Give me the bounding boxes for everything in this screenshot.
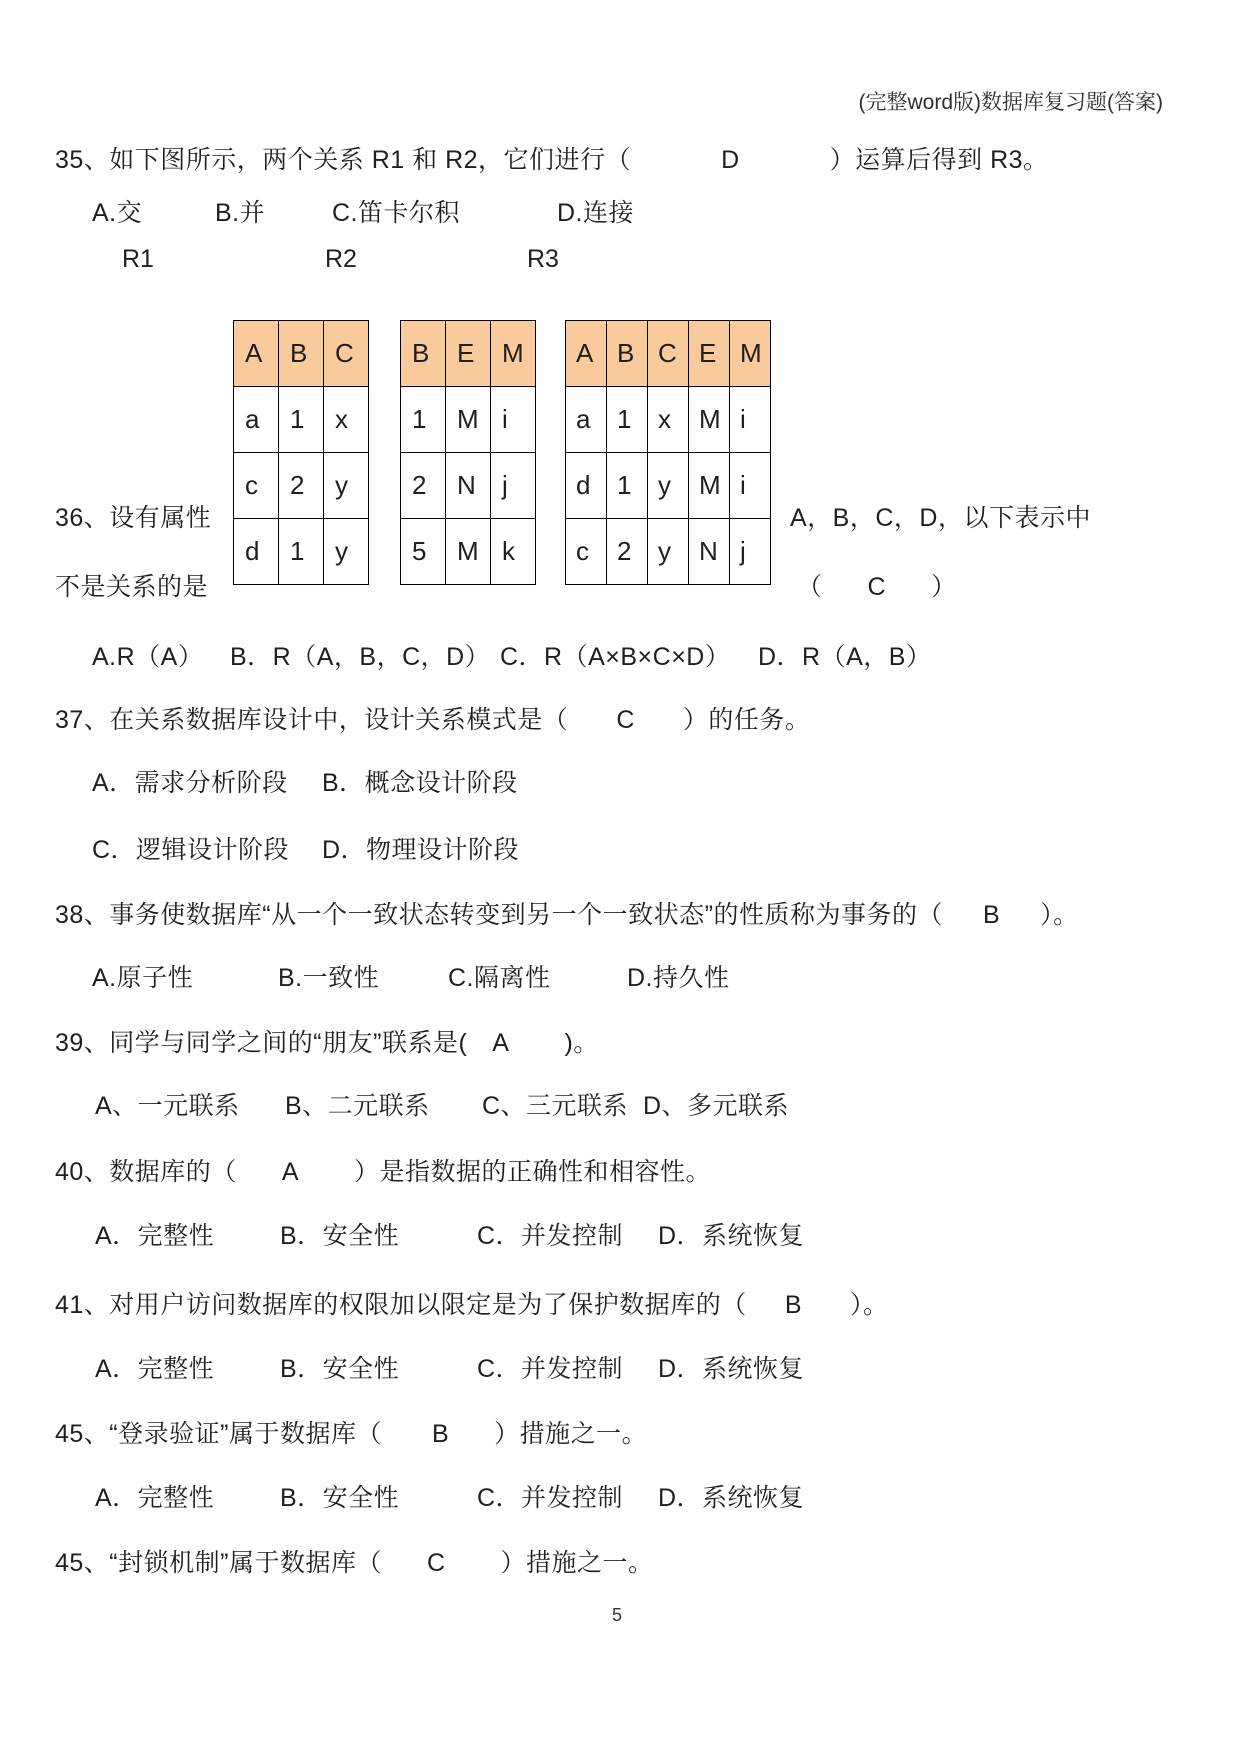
q37-option-a: A．需求分析阶段 bbox=[92, 769, 288, 797]
table-cell: 1 bbox=[279, 387, 324, 453]
table-row bbox=[566, 453, 771, 519]
q41-option-c: C．并发控制 bbox=[477, 1355, 624, 1383]
table-cell: a bbox=[566, 387, 607, 453]
q37-answer: C bbox=[616, 706, 635, 734]
q36-paren-open: （ bbox=[797, 573, 823, 601]
table-cell: y bbox=[648, 519, 689, 585]
q39-option-a: A、一元联系 bbox=[95, 1092, 240, 1120]
q38-option-c: C.隔离性 bbox=[448, 964, 551, 992]
table-row bbox=[566, 387, 771, 453]
table-cell: M bbox=[689, 453, 730, 519]
question-35 bbox=[55, 140, 1049, 176]
q37-option-d: D．物理设计阶段 bbox=[322, 836, 520, 864]
q39-answer: A bbox=[492, 1029, 510, 1057]
table-cell: y bbox=[324, 453, 369, 519]
q45b-text-after: ）措施之一。 bbox=[500, 1549, 654, 1577]
table-cell: x bbox=[324, 387, 369, 453]
table-row bbox=[566, 519, 771, 585]
q36-option-c: C．R（A×B×C×D） bbox=[500, 643, 731, 671]
table-cell: c bbox=[234, 453, 279, 519]
table-row bbox=[234, 519, 369, 585]
question-45b bbox=[55, 1543, 654, 1579]
q36-option-d: D．R（A，B） bbox=[758, 643, 932, 671]
q37-text-after: ）的任务。 bbox=[682, 706, 811, 734]
question-36-answer-parens bbox=[797, 567, 957, 603]
q45a-text-after: ）措施之一。 bbox=[494, 1420, 648, 1448]
q41-answer: B bbox=[784, 1291, 802, 1319]
q45b-text-before: 45、“封锁机制”属于数据库（ bbox=[55, 1549, 382, 1577]
q40-text-after: ）是指数据的正确性和相容性。 bbox=[354, 1158, 712, 1186]
table-header-cell: E bbox=[446, 321, 491, 387]
table-header-cell: M bbox=[491, 321, 536, 387]
q41-text-before: 41、对用户访问数据库的权限加以限定是为了保护数据库的（ bbox=[55, 1291, 747, 1319]
table-cell: i bbox=[730, 453, 771, 519]
table-cell: y bbox=[324, 519, 369, 585]
q39-option-b: B、二元联系 bbox=[285, 1092, 430, 1120]
r2-label: R2 bbox=[325, 245, 357, 273]
r3-label: R3 bbox=[527, 245, 559, 273]
q35-answer: D bbox=[721, 146, 740, 174]
q37-text-before: 37、在关系数据库设计中，设计关系模式是（ bbox=[55, 706, 569, 734]
q41-text-after: ）。 bbox=[850, 1291, 889, 1319]
q36-option-a: A.R（A） bbox=[92, 643, 204, 671]
table-cell: N bbox=[446, 453, 491, 519]
q40-text-before: 40、数据库的（ bbox=[55, 1158, 237, 1186]
q36-option-b: B．R（A，B，C，D） bbox=[230, 643, 491, 671]
table-cell: 1 bbox=[607, 387, 648, 453]
q40-option-c: C．并发控制 bbox=[477, 1222, 624, 1250]
table-cell: 1 bbox=[607, 453, 648, 519]
page-number: 5 bbox=[612, 1605, 623, 1625]
table-cell: d bbox=[234, 519, 279, 585]
question-40 bbox=[55, 1152, 711, 1188]
q45a-option-b: B．安全性 bbox=[280, 1484, 400, 1512]
q38-answer: B bbox=[982, 901, 1001, 929]
table-cell: a bbox=[234, 387, 279, 453]
q40-answer: A bbox=[281, 1158, 299, 1186]
table-header-cell: B bbox=[279, 321, 324, 387]
table-cell: j bbox=[730, 519, 771, 585]
q45a-option-c: C．并发控制 bbox=[477, 1484, 624, 1512]
question-41 bbox=[55, 1285, 889, 1321]
table-header-row bbox=[401, 321, 536, 387]
q35-text-before: 35、如下图所示，两个关系 R1 和 R2，它们进行（ bbox=[55, 146, 632, 174]
table-cell: i bbox=[491, 387, 536, 453]
table-cell: 1 bbox=[401, 387, 446, 453]
question-36-part2-left: 不是关系的是 bbox=[55, 573, 209, 601]
question-39 bbox=[55, 1023, 599, 1059]
table-cell: 2 bbox=[279, 453, 324, 519]
q45a-answer: B bbox=[431, 1420, 450, 1448]
q41-option-b: B．安全性 bbox=[280, 1355, 400, 1383]
q37-option-b: B．概念设计阶段 bbox=[322, 769, 518, 797]
r1-label: R1 bbox=[122, 245, 154, 273]
q45b-answer: C bbox=[426, 1549, 446, 1577]
q41-option-a: A．完整性 bbox=[95, 1355, 215, 1383]
q38-option-d: D.持久性 bbox=[627, 964, 730, 992]
question-36-part1-right: A，B，C，D，以下表示中 bbox=[790, 504, 1091, 532]
q39-option-d: D、多元联系 bbox=[643, 1092, 790, 1120]
q36-paren-close: ） bbox=[931, 573, 957, 601]
q45a-text-before: 45、“登录验证”属于数据库（ bbox=[55, 1420, 382, 1448]
q45a-option-a: A．完整性 bbox=[95, 1484, 215, 1512]
table-cell: M bbox=[446, 519, 491, 585]
question-45a bbox=[55, 1414, 647, 1450]
q40-option-d: D．系统恢复 bbox=[658, 1222, 805, 1250]
table-cell: k bbox=[491, 519, 536, 585]
q35-option-c: C.笛卡尔积 bbox=[332, 199, 461, 227]
q38-option-b: B.一致性 bbox=[278, 964, 380, 992]
table-header-cell: E bbox=[689, 321, 730, 387]
table-header-cell: B bbox=[607, 321, 648, 387]
table-header-cell: C bbox=[648, 321, 689, 387]
q35-text-after: ）运算后得到 R3。 bbox=[829, 146, 1049, 174]
q39-text-before: 39、同学与同学之间的“朋友”联系是( bbox=[55, 1029, 468, 1057]
table-header-cell: A bbox=[566, 321, 607, 387]
table-header-cell: C bbox=[324, 321, 369, 387]
page-header: (完整word版)数据库复习题(答案) bbox=[858, 91, 1163, 114]
q38-text-after: ）。 bbox=[1040, 901, 1079, 929]
q37-option-c: C．逻辑设计阶段 bbox=[92, 836, 290, 864]
table-header-cell: M bbox=[730, 321, 771, 387]
q38-option-a: A.原子性 bbox=[92, 964, 194, 992]
relation-table-r3 bbox=[565, 320, 771, 585]
table-row bbox=[401, 453, 536, 519]
table-header-row bbox=[234, 321, 369, 387]
table-cell: j bbox=[491, 453, 536, 519]
relation-table-r2 bbox=[400, 320, 536, 585]
table-row bbox=[401, 519, 536, 585]
q45a-option-d: D．系统恢复 bbox=[658, 1484, 805, 1512]
q41-option-d: D．系统恢复 bbox=[658, 1355, 805, 1383]
table-cell: i bbox=[730, 387, 771, 453]
table-cell: c bbox=[566, 519, 607, 585]
table-row bbox=[234, 453, 369, 519]
table-cell: y bbox=[648, 453, 689, 519]
table-cell: N bbox=[689, 519, 730, 585]
table-header-cell: B bbox=[401, 321, 446, 387]
question-36-part1-left: 36、设有属性 bbox=[55, 504, 212, 532]
question-37 bbox=[55, 700, 810, 736]
table-cell: 2 bbox=[607, 519, 648, 585]
table-cell: d bbox=[566, 453, 607, 519]
question-38 bbox=[55, 895, 1079, 931]
table-cell: 1 bbox=[279, 519, 324, 585]
q40-option-b: B．安全性 bbox=[280, 1222, 400, 1250]
table-cell: M bbox=[446, 387, 491, 453]
q35-option-b: B.并 bbox=[215, 199, 266, 227]
q40-option-a: A．完整性 bbox=[95, 1222, 215, 1250]
q38-text-before: 38、事务使数据库“从一个一致状态转变到另一个一致状态”的性质称为事务的（ bbox=[55, 901, 943, 929]
table-header-cell: A bbox=[234, 321, 279, 387]
table-cell: 2 bbox=[401, 453, 446, 519]
q36-answer: C bbox=[867, 573, 887, 601]
q35-option-a: A.交 bbox=[92, 199, 143, 227]
table-row bbox=[401, 387, 536, 453]
q35-option-d: D.连接 bbox=[557, 199, 635, 227]
table-cell: x bbox=[648, 387, 689, 453]
table-cell: M bbox=[689, 387, 730, 453]
q39-option-c: C、三元联系 bbox=[482, 1092, 629, 1120]
relation-table-r1 bbox=[233, 320, 369, 585]
table-cell: 5 bbox=[401, 519, 446, 585]
table-row bbox=[234, 387, 369, 453]
table-header-row bbox=[566, 321, 771, 387]
q39-text-after: )。 bbox=[564, 1029, 599, 1057]
